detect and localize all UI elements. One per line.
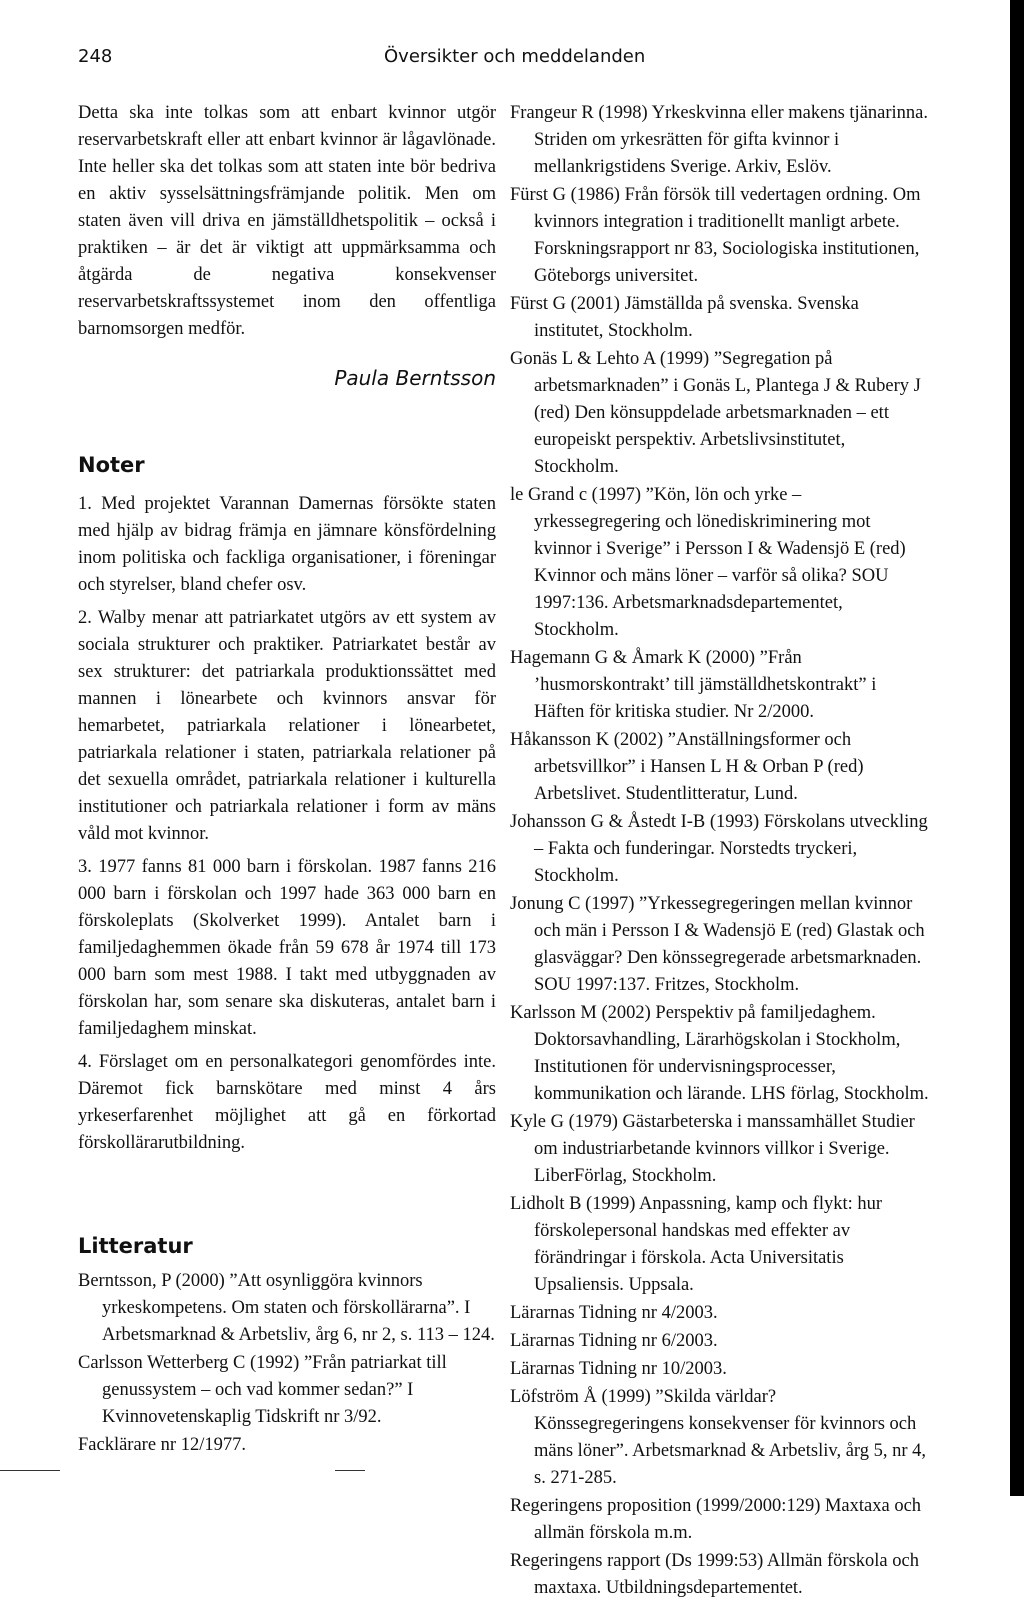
- reference-item: le Grand c (1997) ”Kön, lön och yrke – yrkessegregering och lönediskriminering mot kvinnor i Sverige” i Persson I & Wadensjö E (red) Kvinnor och mäns löner – varför så olika? SOU 1997:136. Arbetsmarknadsdepartementet, Stockholm.: [510, 485, 906, 640]
- reference-item: Regeringens proposition (1999/2000:129) Maxtaxa och allmän förskola m.m.: [510, 1496, 922, 1543]
- reference-item: Fürst G (2001) Jämställda på svenska. Svenska institutet, Stockholm.: [510, 294, 859, 341]
- reference-item: Gonäs L & Lehto A (1999) ”Segregation på arbetsmarknaden” i Gonäs L, Plantega J & Rubery J (red) Den könsuppdelade arbetsmarknaden – ett europeiskt perspektiv. Arbetslivsinstitutet, Stockholm.: [510, 349, 921, 477]
- page-number: 248: [78, 46, 113, 67]
- reference-item: Johansson G & Åstedt I-B (1993) Förskolans utveckling – Fakta och funderingar. Norstedts tryckeri, Stockholm.: [510, 812, 928, 886]
- reference-item: Lärarnas Tidning nr 6/2003.: [510, 1331, 718, 1351]
- note-item: 4. Förslaget om en personalkategori genomfördes inte. Däremot fick barnskötare med minst 4 års yrkeserfarenhet möjlighet att gå en förkortad förskollärarutbildning.: [78, 1052, 496, 1153]
- reference-item: Berntsson, P (2000) ”Att osynliggöra kvinnors yrkeskompetens. Om staten och förskollärarna”. I Arbetsmarknad & Arbetsliv, årg 6, nr 2, s. 113 – 124.: [78, 1271, 495, 1345]
- reference-item: Karlsson M (2002) Perspektiv på familjedaghem. Doktorsavhandling, Lärarhögskolan i Stockholm, Institutionen för undervisningsprocesser, kommunikation och lärande. LHS förlag, Stockholm.: [510, 1003, 929, 1104]
- reference-item: Håkansson K (2002) ”Anställningsformer och arbetsvillkor” i Hansen L H & Orban P (red) Arbetslivet. Studentlitteratur, Lund.: [510, 730, 864, 804]
- notes-heading: Noter: [78, 453, 145, 477]
- reference-item: Kyle G (1979) Gästarbeterska i manssamhället Studier om industriarbetande kvinnors villkor i Sverige. LiberFörlag, Stockholm.: [510, 1112, 915, 1186]
- page-header: [78, 46, 984, 76]
- author-signature: Paula Berntsson: [334, 366, 496, 390]
- scan-artifact-line: [0, 1470, 60, 1471]
- left-column: [78, 100, 496, 1460]
- running-title: Översikter och meddelanden: [384, 46, 646, 67]
- reference-item: Lärarnas Tidning nr 10/2003.: [510, 1359, 727, 1379]
- reference-item: Lidholt B (1999) Anpassning, kamp och flykt: hur förskolepersonal handskas med effekter av förändringar i förskola. Acta Universitatis Upsaliensis. Uppsala.: [510, 1194, 883, 1295]
- scan-artifact-line: [335, 1470, 365, 1471]
- reference-item: Frangeur R (1998) Yrkeskvinna eller makens tjänarinna. Striden om yrkesrätten för gifta kvinnor i mellankrigstidens Sverige. Arkiv, Eslöv.: [510, 103, 929, 177]
- reference-item: Lärarnas Tidning nr 4/2003.: [510, 1303, 718, 1323]
- note-item: 1. Med projektet Varannan Damernas försökte staten med hjälp av bidrag främja en jämnare könsfördelning inom politiska och fackliga organisationer, i föreningar och styrelser, bland chefer osv.: [78, 494, 496, 595]
- reference-item: Regeringens rapport (Ds 1999:53) Allmän förskola och maxtaxa. Utbildningsdepartementet.: [510, 1551, 919, 1598]
- note-item: 3. 1977 fanns 81 000 barn i förskolan. 1987 fanns 216 000 barn i förskolan och 1997 hade 363 000 barn en förskoleplats (Skolverket 1999). Antalet barn i familjedaghemmen ökade från 59 678 år 1974 till 173 000 barn som mest 1988. I takt med utbyggnaden av förskolan har, som senare ska diskuteras, antalet barn i familjedaghem minskat.: [78, 857, 496, 1039]
- reference-item: Carlsson Wetterberg C (1992) ”Från patriarkat till genussystem – och vad kommer sedan?” I Kvinnovetenskaplig Tidskrift nr 3/92.: [78, 1353, 447, 1427]
- right-column: [510, 100, 930, 1603]
- literature-heading: Litteratur: [78, 1234, 193, 1258]
- scan-edge-bar: [1010, 0, 1024, 1496]
- reference-item: Fürst G (1986) Från försök till vedertagen ordning. Om kvinnors integration i traditionellt manligt arbete. Forskningsrapport nr 83, Sociologiska institutionen, Göteborgs universitet.: [510, 185, 921, 286]
- reference-item: Hagemann G & Åmark K (2000) ”Från ’husmorskontrakt’ till jämställdhetskontrakt” i Häften för kritiska studier. Nr 2/2000.: [510, 648, 877, 722]
- reference-item: Facklärare nr 12/1977.: [78, 1435, 246, 1455]
- body-paragraph: Detta ska inte tolkas som att enbart kvinnor utgör reservarbetskraft eller att enbart kvinnor är lågavlönade. Inte heller ska det tolkas som att staten inte bör bedriva en aktiv sysselsättningsfrämjande politik. Men om staten även vill driva en jämställdhetspolitik – också i praktiken – är det är viktigt att uppmärksamma och åtgärda de negativa konsekvenser reservarbetskraftssystemet inom den offentliga barnomsorgen medför.: [78, 103, 496, 339]
- reference-item: Jonung C (1997) ”Yrkessegregeringen mellan kvinnor och män i Persson I & Wadensjö E (red) Glastak och glasväggar? Den könssegregerade arbetsmarknaden. SOU 1997:137. Fritzes, Stockholm.: [510, 894, 925, 995]
- note-item: 2. Walby menar att patriarkatet utgörs av ett system av sociala strukturer och praktiker. Patriarkatet består av sex strukturer: det patriarkala produktionssättet med mannen i lönearbete och kvinnors ansvar för hemarbetet, patriarkala relationer i lönearbetet, patriarkala relationer i staten, patriarkala relationer på det sexuella området, patriarkala relationer i kulturella institutioner och patriarkala relationer i form av mäns våld mot kvinnor.: [78, 608, 496, 844]
- reference-item: Löfström Å (1999) ”Skilda världar? Könssegregeringens konsekvenser för kvinnors och mäns löner”. Arbetsmarknad & Arbetsliv, årg 5, nr 4, s. 271-285.: [510, 1387, 927, 1488]
